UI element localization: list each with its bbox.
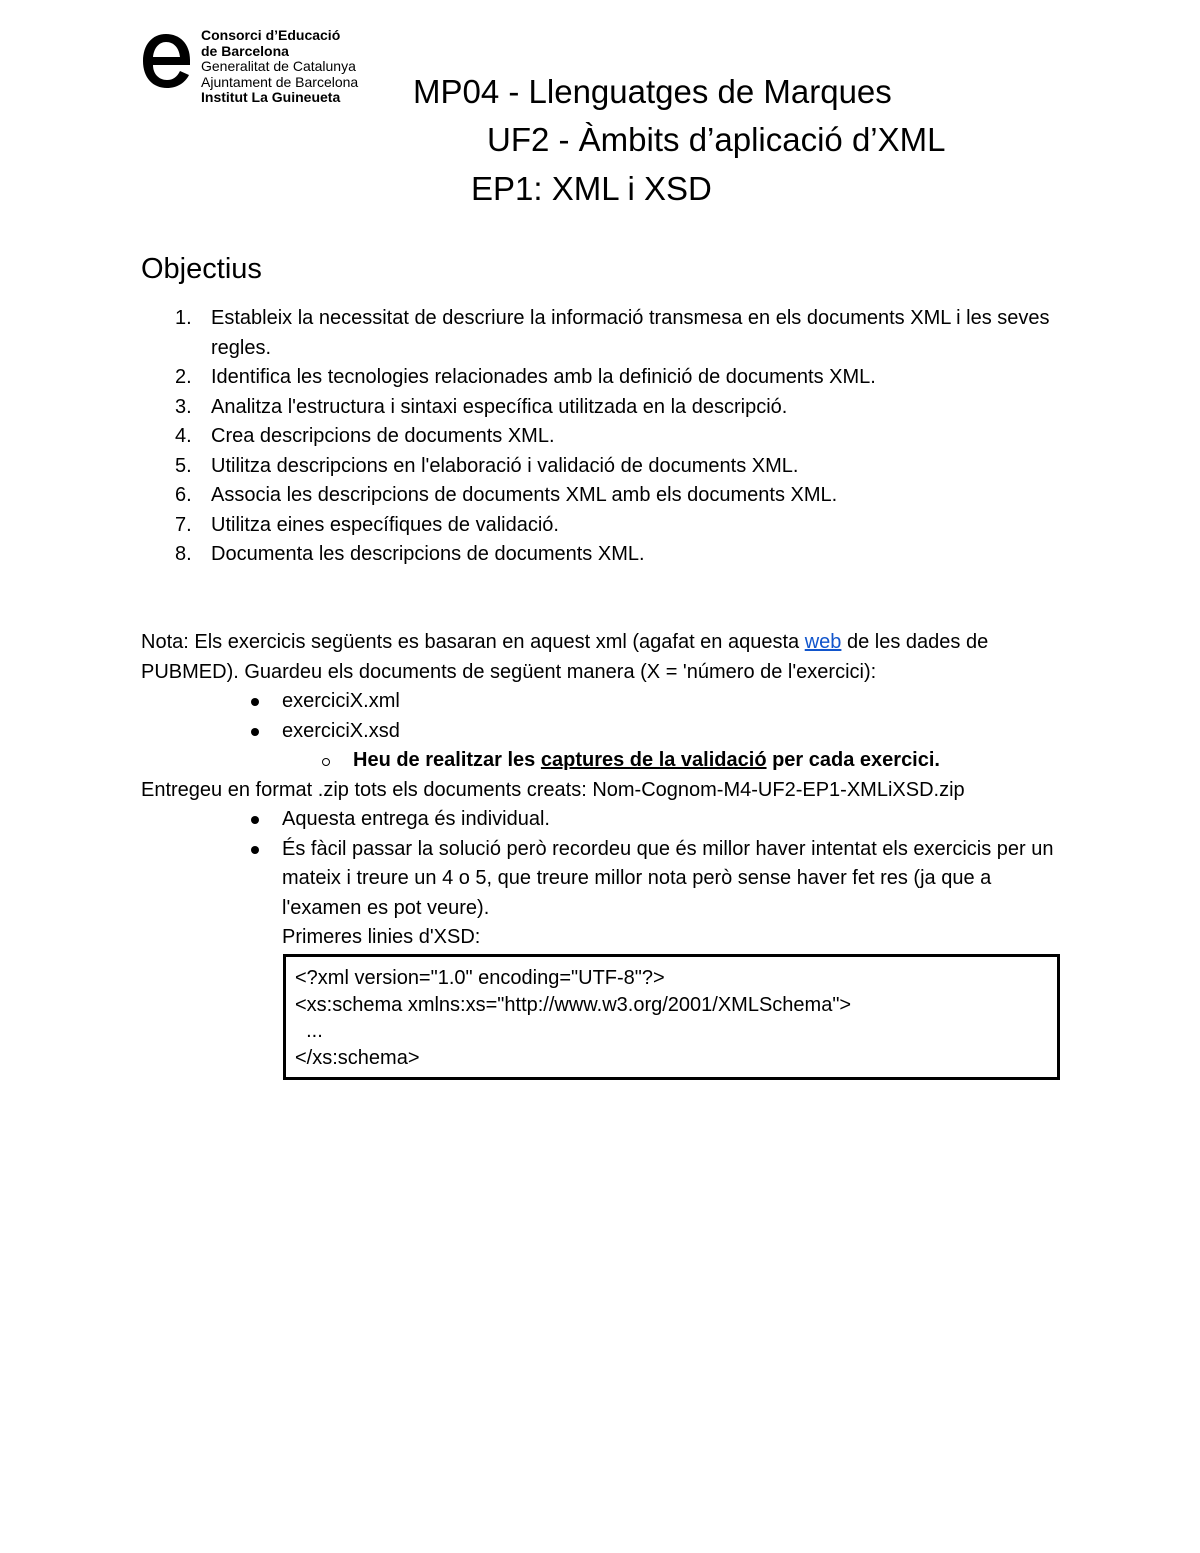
code-line: </xs:schema>	[295, 1046, 420, 1069]
list-number: 3.	[175, 395, 192, 418]
objective-text: Analitza l'estructura i sintaxi específica utilitzada en la descripció.	[211, 395, 788, 418]
file-list	[141, 687, 1061, 746]
code-line: <?xml version="1.0" encoding="UTF-8"?>	[295, 967, 665, 989]
bullet-icon	[251, 846, 259, 854]
xsd-intro: Primeres linies d'XSD:	[282, 926, 481, 948]
list-item	[141, 422, 1061, 452]
institution-logo	[140, 28, 400, 108]
web-link[interactable]: web	[804, 631, 842, 653]
nota-text: de les dades de PUBMED). Guardeu els documents de següent manera (X = 'número de l'exercici):	[141, 631, 989, 683]
list-item	[141, 805, 1061, 835]
instructions-section	[141, 628, 1061, 953]
list-number: 4.	[175, 425, 192, 447]
logo-line: Generalitat de Catalunya	[201, 58, 356, 74]
delivery-paragraph: Entregeu en format .zip tots els documents creats: Nom-Cognom-M4-UF2-EP1-XMLiXSD.zip	[141, 778, 965, 801]
code-line: <xs:schema xmlns:xs="http://www.w3.org/2001/XMLSchema">	[295, 993, 852, 1016]
list-item	[141, 511, 1061, 541]
file-name: exerciciX.xml	[282, 690, 400, 712]
logo-line: Consorci d’Educació	[201, 27, 341, 43]
objective-text: Utilitza eines específiques de validació.	[211, 513, 559, 536]
objective-text: Identifica les tecnologies relacionades amb la definició de documents XML.	[211, 366, 876, 388]
list-number: 8.	[175, 543, 192, 565]
captures-text-underlined: captures de la validació	[540, 749, 767, 771]
bullet-icon	[251, 816, 259, 824]
captures-requirement	[141, 746, 1061, 776]
exercise-title: EP1: XML i XSD	[471, 170, 712, 207]
nota-text: Nota: Els exercicis següents es basaran en aquest xml (agafat en aquesta	[141, 631, 805, 653]
delivery-note: És fàcil passar la solució però recordeu que és millor haver intentat els exercicis per un mateix i treure un 4 o 5, que treure millor nota però sense haver fet res (ja que a l'examen es pot veure).	[282, 837, 1054, 919]
code-line: ...	[295, 1020, 323, 1042]
objectives-list	[141, 304, 1061, 570]
objective-text: Estableix la necessitat de descriure la informació transmesa en els documents XML i les seves regles.	[211, 307, 1050, 359]
list-item	[141, 452, 1061, 482]
logo-line: Institut La Guineueta	[201, 89, 341, 105]
list-item	[141, 481, 1061, 511]
list-item	[141, 393, 1061, 423]
file-name: exerciciX.xsd	[282, 719, 400, 742]
logo-line: Ajuntament de Barcelona	[201, 73, 359, 90]
list-number: 7.	[175, 513, 192, 536]
list-item	[141, 363, 1061, 393]
sub-bullet-icon	[322, 758, 330, 766]
xsd-code-box	[283, 954, 1060, 1080]
unit-title: UF2 - Àmbits d’aplicació d’XML	[487, 121, 946, 158]
nota-paragraph	[141, 628, 1061, 687]
delivery-notes-list	[141, 805, 1061, 923]
list-number: 2.	[175, 366, 192, 388]
objective-text: Documenta les descripcions de documents XML.	[211, 543, 645, 565]
list-number: 5.	[175, 454, 192, 477]
list-item	[141, 835, 1061, 924]
list-number: 1.	[175, 307, 192, 329]
captures-text: Heu de realitzar les	[353, 749, 541, 771]
list-item	[141, 687, 1061, 717]
list-item	[141, 540, 1061, 570]
bullet-icon	[251, 698, 259, 706]
logo-text	[201, 28, 358, 106]
list-item	[141, 304, 1061, 363]
objectives-heading: Objectius	[141, 253, 262, 285]
objective-text: Crea descripcions de documents XML.	[211, 425, 555, 447]
captures-text: per cada exercici.	[766, 749, 940, 771]
objective-text: Associa les descripcions de documents XML amb els documents XML.	[211, 484, 838, 506]
list-item	[141, 717, 1061, 747]
delivery-note: Aquesta entrega és individual.	[282, 808, 550, 830]
logo-line: de Barcelona	[201, 42, 289, 59]
education-e-logo-icon	[140, 30, 192, 92]
bullet-icon	[251, 728, 259, 736]
objective-text: Utilitza descripcions en l'elaboració i validació de documents XML.	[211, 454, 799, 477]
course-title: MP04 - Llenguatges de Marques	[413, 73, 892, 110]
list-number: 6.	[175, 484, 192, 506]
